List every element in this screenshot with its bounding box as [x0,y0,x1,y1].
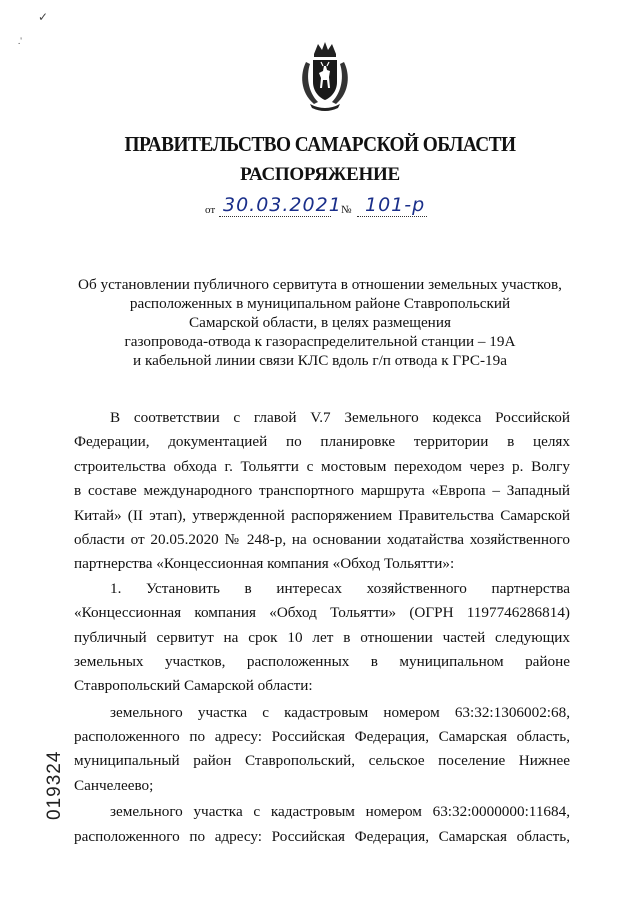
body-line: Федерации, документацией по планировке территории в целях [74,433,570,451]
body-line: области от 20.05.2020 № 248-р, на основании ходатайства хозяйственного [74,530,570,548]
body-line: партнерства «Концессионная компания «Обход Тольятти»: [74,555,455,573]
subject-line: расположенных в муниципальном районе Ставропольский [129,295,511,312]
number-sign: № [341,204,352,216]
subject-line: Об установлении публичного сервитута в отношении земельных участков, [78,276,562,293]
body-line: публичный сервитут на срок 10 лет в отношении частей следующих [74,628,570,646]
government-title: ПРАВИТЕЛЬСТВО САМАРСКОЙ ОБЛАСТИ [124,132,516,156]
body-line: В соответствии с главой V.7 Земельного кодекса Российской [110,409,570,426]
subject-line: Самарской области, в целях размещения [189,314,451,331]
number-underline [357,216,427,217]
scan-mark: ✓ [38,10,49,24]
date-number-line [205,196,445,220]
handwritten-date: 30.03.2021 [223,194,342,216]
document-type: РАСПОРЯЖЕНИЕ [240,164,400,185]
subject-line: и кабельной линии связи КЛС вдоль г/п отвода к ГРС-19а [133,352,507,369]
body-line: в составе международного транспортного маршрута «Европа – Западный [74,482,570,500]
subject-line: газопровода-отвода к газораспределительной станции – 19А [124,333,516,350]
date-underline [219,216,331,217]
date-prefix: от [205,204,216,216]
body-line: Китай» (II этап), утвержденной распоряжением Правительства Самарской [74,506,570,524]
body-line: 1. Установить в интересах хозяйственного партнерства [110,579,570,597]
body-line: Санчелеево; [74,776,154,794]
scan-mark: .' [18,36,22,46]
body-line: «Концессионная компания «Обход Тольятти» (ОГРН 1197746286814) [74,604,570,622]
body-line: строительства обхода г. Тольятти с мостовым переходом через р. Волгу [74,457,570,475]
body-line: Ставропольский Самарской области: [74,677,313,695]
body-line: земельного участка с кадастровым номером 63:32:1306002:68, [110,703,570,721]
handwritten-number: 101-р [365,194,426,216]
samara-coat-of-arms-icon [296,40,354,112]
body-line: земельного участка с кадастровым номером 63:32:0000000:11684, [110,803,570,821]
body-line: расположенного по адресу: Российская Федерация, Самарская область, [74,728,570,746]
document-body [74,406,570,849]
registration-number: 019324 [44,750,65,820]
document-subject [60,275,580,370]
body-line: земельных участков, расположенных в муниципальном районе [74,652,570,670]
body-line: муниципальный район Ставропольский, сельское поселение Нижнее [74,752,570,770]
body-line: расположенного по адресу: Российская Федерация, Самарская область, [74,827,570,845]
